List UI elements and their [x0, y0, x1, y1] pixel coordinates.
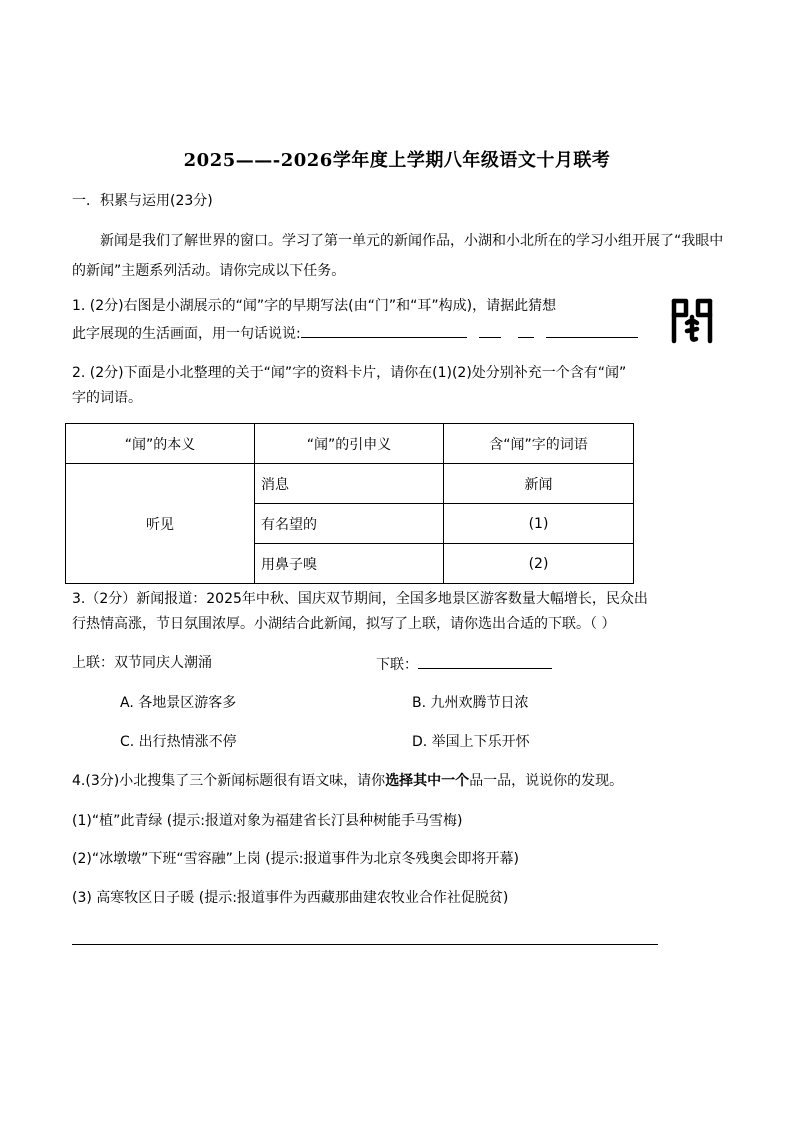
wen-info-card-table	[65, 423, 634, 584]
q4-item-2: (2)“冰墩墩”下班“雪容融”上岗 (提示:报道事件为北京冬残奥会即将开幕)	[72, 851, 519, 867]
q4-prompt-prefix: 4.(3分)小北搜集了三个新闻标题很有语文味，请你	[72, 773, 386, 789]
q1-line2-text: 此字展现的生活画面，用一句话说说:	[72, 326, 301, 342]
header-extended-meaning: “闻”的引申义	[255, 424, 444, 464]
word-cell: 新闻	[444, 464, 634, 504]
section-intro: 新闻是我们了解世界的窗口。学习了第一单元的新闻作品，小湖和小北所在的学习小组开展了“我眼中的新闻”主题系列活动。请你完成以下任务。	[72, 233, 724, 279]
meaning-cell: 用鼻子嗅	[255, 544, 444, 584]
header-original-meaning: “闻”的本义	[66, 424, 255, 464]
q2-line1: 2. (2分)下面是小北整理的关于“闻”字的资料卡片，请你在(1)(2)处分别补充一个含有“闻”	[72, 365, 627, 381]
original-meaning-cell: 听见	[66, 464, 255, 584]
q4-item-3: (3) 高寒牧区日子暖 (提示:报道事件为西藏那曲建农牧业合作社促脱贫)	[72, 890, 509, 906]
ancient-wen-character-icon	[668, 293, 716, 345]
q1-line1: 1. (2分)右图是小湖展示的“闻”字的早期写法(由“门”和“耳”构成)，请据此猜想	[72, 298, 557, 314]
q2-line2: 字的词语。	[72, 390, 142, 406]
option-a[interactable]: A. 各地景区游客多	[120, 695, 237, 711]
lower-couplet-blank[interactable]	[418, 654, 552, 669]
q3-line2: 行热情高涨，节日氛围浓厚。小湖结合此新闻，拟写了上联，请你选出合适的下联。（ ）	[72, 616, 616, 632]
q1-answer-blank[interactable]	[301, 323, 467, 338]
q4-prompt-suffix: 品一品，说说你的发现。	[469, 773, 624, 789]
header-words: 含“闻”字的词语	[444, 424, 634, 464]
option-c[interactable]: C. 出行热情涨不停	[120, 734, 237, 750]
q1-line2	[72, 323, 638, 343]
q3-line1: 3.（2分）新闻报道：2025年中秋、国庆双节期间，全国多地景区游客数量大幅增长，民众出	[72, 591, 648, 607]
q4-answer-line[interactable]	[72, 944, 658, 945]
upper-couplet: 上联：双节同庆人潮涌	[72, 655, 212, 671]
word-cell-blank-2[interactable]: (2)	[444, 544, 634, 584]
meaning-cell: 消息	[255, 464, 444, 504]
meaning-cell: 有名望的	[255, 504, 444, 544]
lower-couplet	[376, 654, 552, 674]
q4-item-1: (1)“植”此青绿 (提示:报道对象为福建省长汀县种树能手马雪梅)	[72, 813, 463, 829]
option-b[interactable]: B. 九州欢腾节日浓	[412, 695, 529, 711]
q1-answer-blank-4[interactable]	[546, 323, 638, 338]
q4-prompt-emphasis: 选择其中一个	[385, 773, 470, 789]
q1-answer-blank-2[interactable]	[479, 323, 501, 338]
page-title: 2025——-2026学年度上学期八年级语文十月联考	[183, 150, 611, 171]
q4-prompt	[72, 772, 623, 790]
lower-couplet-label: 下联：	[376, 657, 418, 673]
table-header-row	[66, 424, 634, 464]
table-row	[66, 464, 634, 504]
section-heading: 一．积累与运用(23分)	[72, 193, 213, 209]
option-d[interactable]: D. 举国上下乐开怀	[412, 734, 530, 750]
q1-answer-blank-3[interactable]	[518, 323, 534, 338]
word-cell-blank-1[interactable]: (1)	[444, 504, 634, 544]
